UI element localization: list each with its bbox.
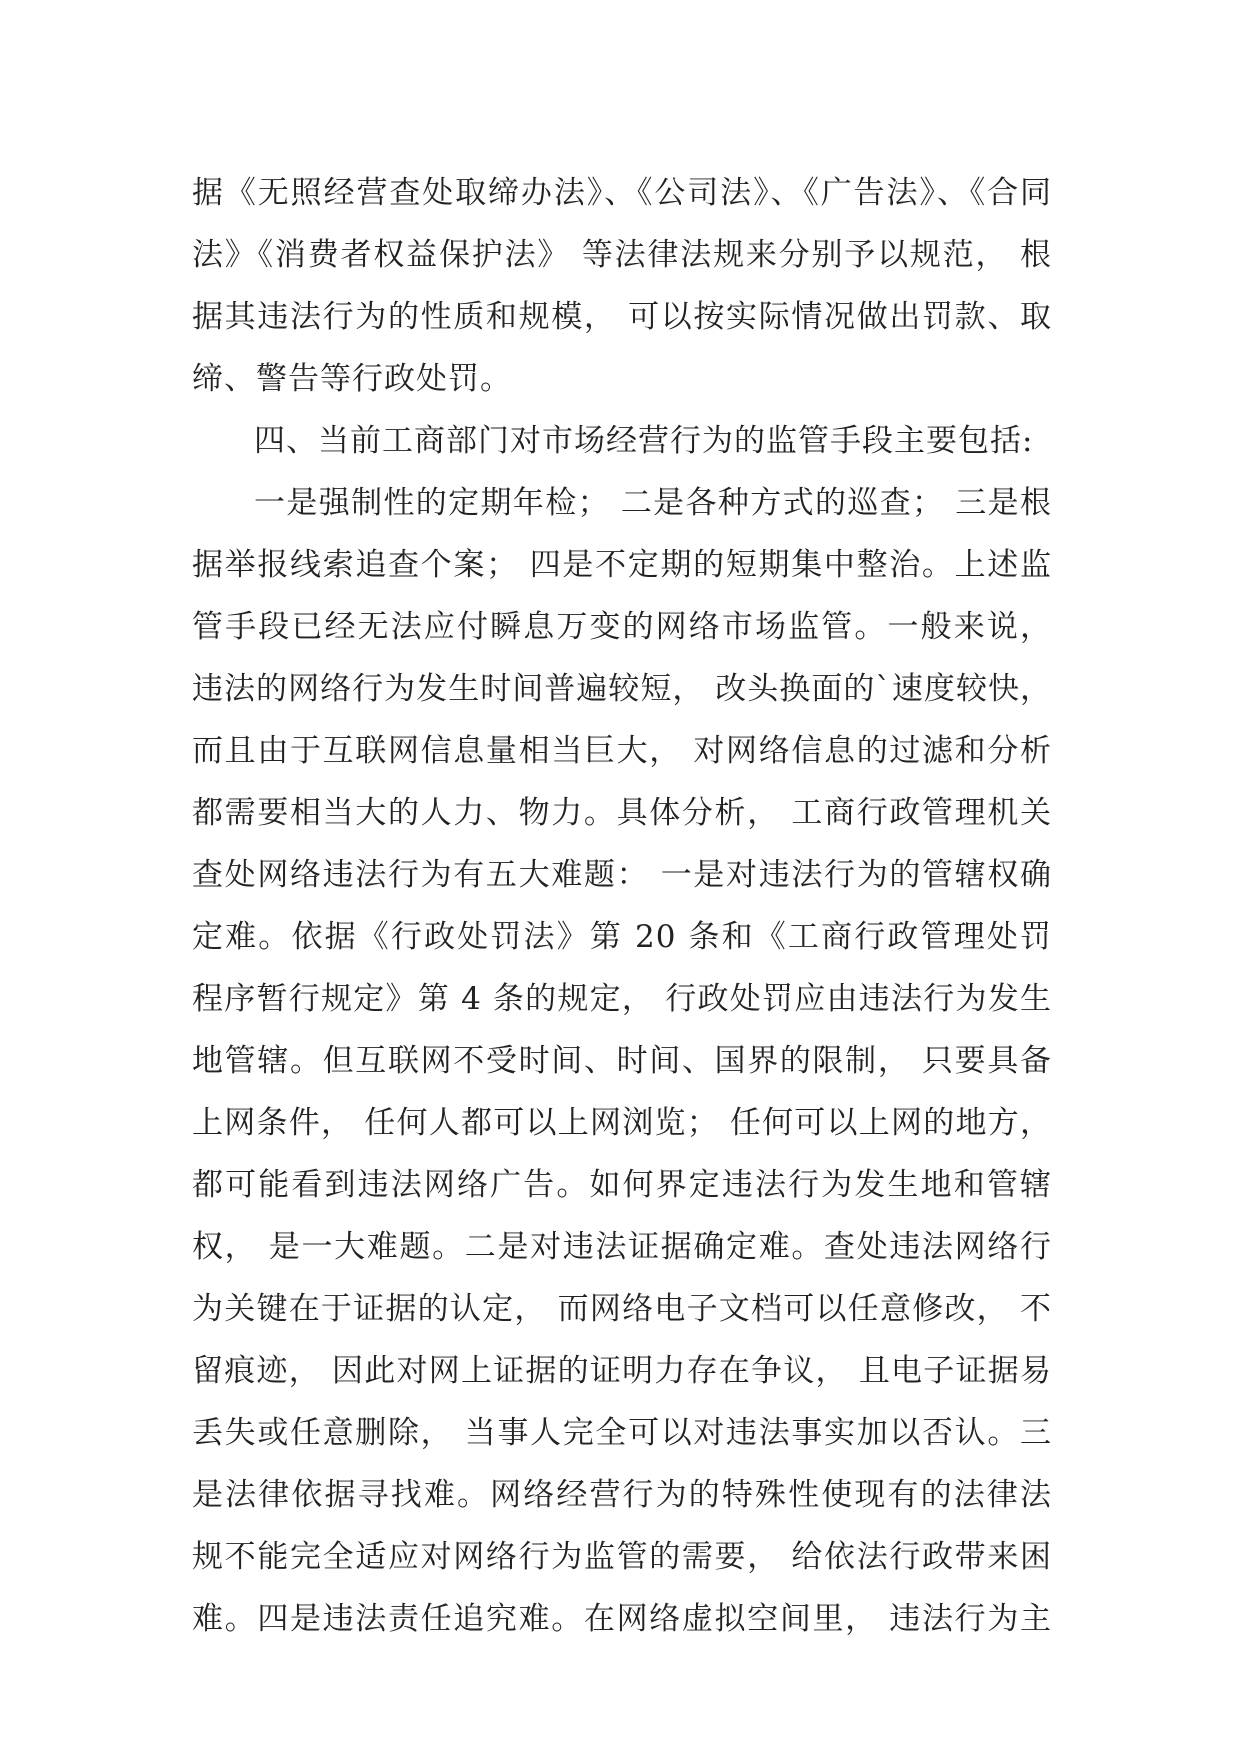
- section-heading: 四、当前工商部门对市场经营行为的监管手段主要包括:: [254, 423, 1034, 459]
- text-line: 都需要相当大的人力、物力。具体分析， 工商行政管理机关: [192, 795, 1052, 831]
- text-line: 程序暂行规定》第 4 条的规定， 行政处罚应由违法行为发生: [192, 981, 1052, 1017]
- text-line: 丢失或任意删除， 当事人完全可以对违法事实加以否认。三: [192, 1415, 1052, 1451]
- text-line: 上网条件， 任何人都可以上网浏览； 任何可以上网的地方，: [192, 1105, 1052, 1141]
- text-line: 是法律依据寻找难。网络经营行为的特殊性使现有的法律法: [192, 1477, 1052, 1513]
- text-line: 规不能完全适应对网络行为监管的需要， 给依法行政带来困: [192, 1539, 1052, 1575]
- text-line: 而且由于互联网信息量相当巨大， 对网络信息的过滤和分析: [192, 733, 1052, 769]
- text-line: 管手段已经无法应付瞬息万变的网络市场监管。一般来说，: [192, 609, 1052, 645]
- document-body: [192, 162, 1052, 1650]
- text-line: 违法的网络行为发生时间普遍较短， 改头换面的`速度较快，: [192, 671, 1052, 707]
- text-line: 权， 是一大难题。二是对违法证据确定难。查处违法网络行: [192, 1229, 1052, 1265]
- text-line: 据其违法行为的性质和规模， 可以按实际情况做出罚款、取: [192, 299, 1052, 335]
- text-line: 为关键在于证据的认定， 而网络电子文档可以任意修改， 不: [192, 1291, 1052, 1327]
- text-line: 查处网络违法行为有五大难题： 一是对违法行为的管辖权确: [192, 857, 1052, 893]
- text-line: 都可能看到违法网络广告。如何界定违法行为发生地和管辖: [192, 1167, 1052, 1203]
- text-line: 据《无照经营查处取缔办法》、《公司法》、《广告法》、《合同: [192, 175, 1052, 211]
- text-line: 法》《消费者权益保护法》 等法律法规来分别予以规范， 根: [192, 237, 1052, 273]
- text-line: 难。四是违法责任追究难。在网络虚拟空间里， 违法行为主: [192, 1601, 1052, 1637]
- text-line: 定难。依据《行政处罚法》第 20 条和《工商行政管理处罚: [192, 919, 1052, 955]
- text-line: 留痕迹， 因此对网上证据的证明力存在争议， 且电子证据易: [192, 1353, 1052, 1389]
- text-line: 一是强制性的定期年检； 二是各种方式的巡查； 三是根: [254, 485, 1052, 521]
- text-line: 地管辖。但互联网不受时间、时间、国界的限制， 只要具备: [192, 1043, 1052, 1079]
- text-line: 据举报线索追查个案； 四是不定期的短期集中整治。上述监: [192, 547, 1052, 583]
- text-line: 缔、警告等行政处罚。: [192, 361, 512, 397]
